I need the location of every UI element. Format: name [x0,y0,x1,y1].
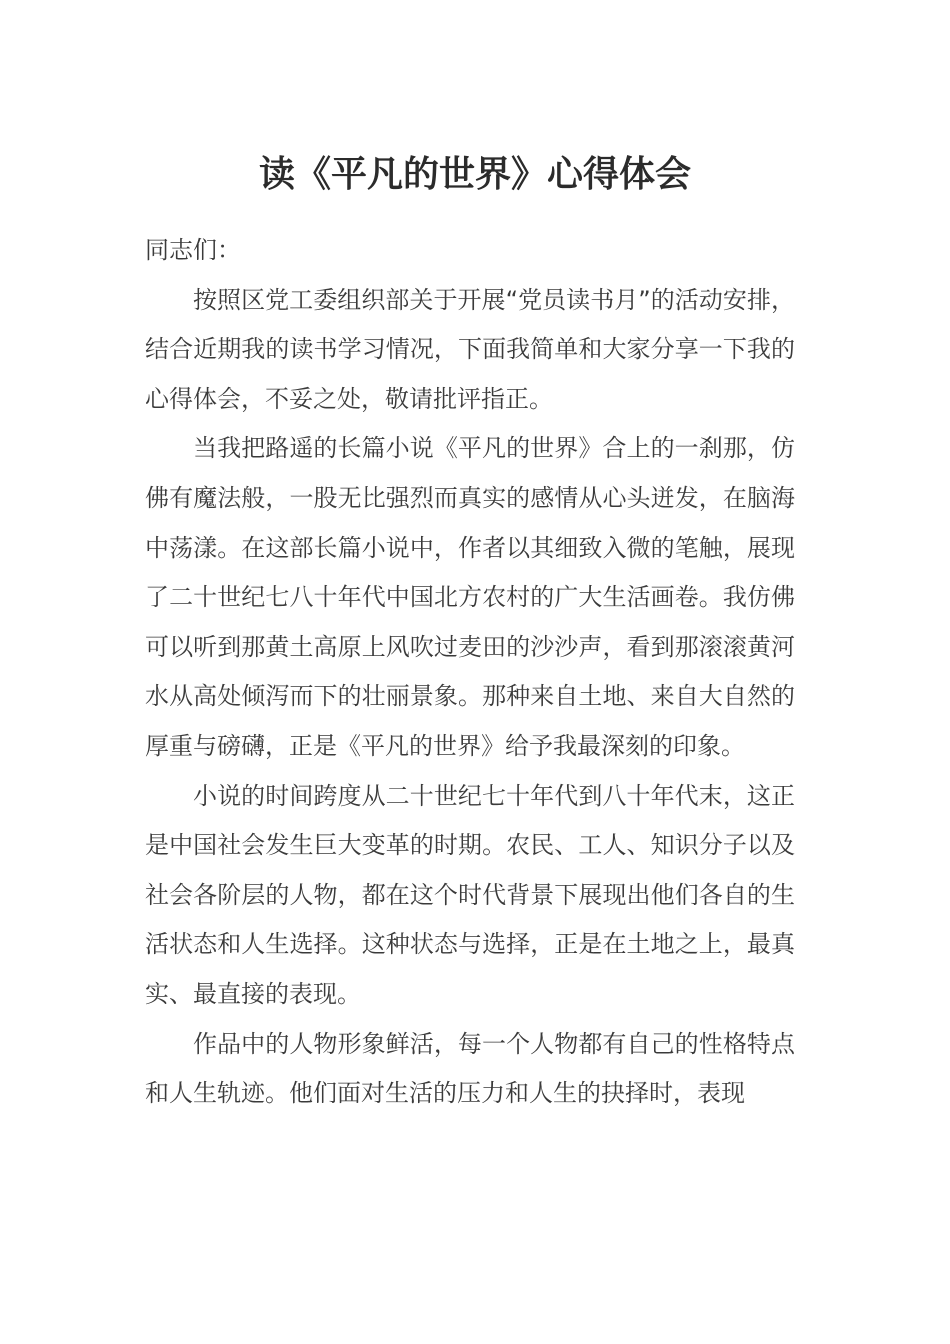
paragraph-3: 小说的时间跨度从二十世纪七十年代到八十年代末，这正是中国社会发生巨大变革的时期。农民、工人、知识分子以及社会各阶层的人物，都在这个时代背景下展现出他们各自的生活状态和人生选择。这种状态与选择，正是在土地之上，最真实、最直接的表现。 [145,781,795,1008]
document-body [145,226,795,1119]
paragraph-1: 按照区党工委组织部关于开展“党员读书月”的活动安排，结合近期我的读书学习情况，下面我简单和大家分享一下我的心得体会，不妥之处，敬请批评指正。 [145,285,795,413]
document-title: 读《平凡的世界》心得体会 [258,154,691,195]
salutation: 同志们： [145,236,241,264]
paragraph-4: 作品中的人物形象鲜活，每一个人物都有自己的性格特点和人生轨迹。他们面对生活的压力和人生的抉择时，表现 [145,1029,795,1108]
paragraph-2: 当我把路遥的长篇小说《平凡的世界》合上的一刹那，仿佛有魔法般，一股无比强烈而真实的感情从心头迸发，在脑海中荡漾。在这部长篇小说中，作者以其细致入微的笔触，展现了二十世纪七八十年代中国北方农村的广大生活画卷。我仿佛可以听到那黄土高原上风吹过麦田的沙沙声，看到那滚滚黄河水从高处倾泻而下的壮丽景象。那种来自土地、来自大自然的厚重与磅礴，正是《平凡的世界》给予我最深刻的印象。 [145,434,795,760]
